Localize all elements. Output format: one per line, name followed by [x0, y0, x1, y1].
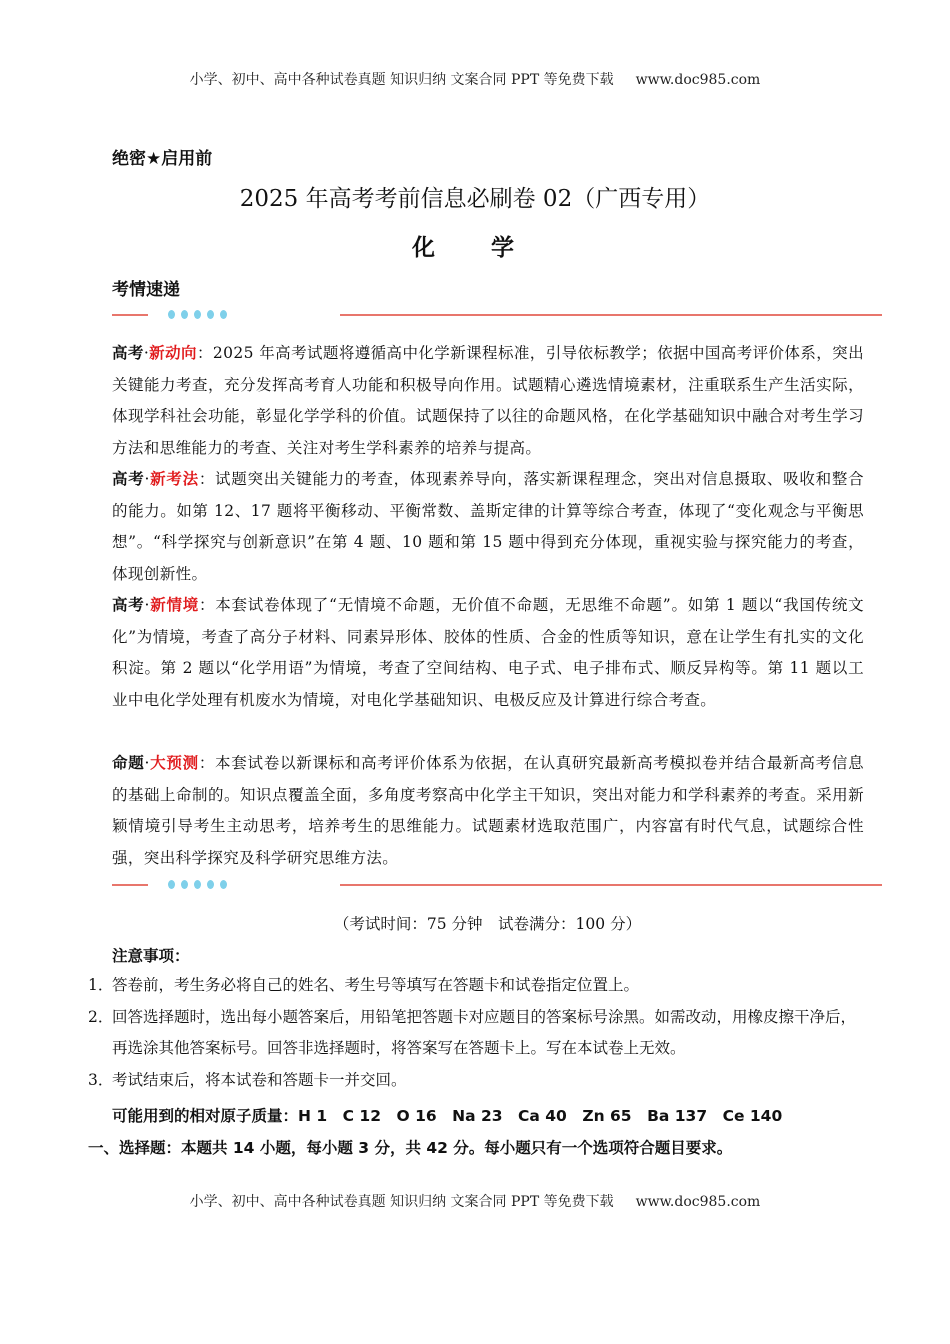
note-item — [88, 970, 868, 1002]
header-text: 小学、初中、高中各种试卷真题 知识归纳 文案合同 PPT 等免费下载 — [189, 72, 614, 88]
para-prefix: 高考 — [112, 344, 144, 362]
para-text: ：2025 年高考试题将遵循高中化学新课程标准，引导依标教学；依据中国高考评价体系，突出关键能力考查，充分发挥高考育人功能和积极导向作用。试题精心遴选情境素材，注重联系生产生活实际，体现学科社会功能，彰显化学学科的价值。试题保持了以往的命题风格，在化学基础知识中融合对考生学习方法和思维能力的考查、关注对考生学科素养的培养与提高。 — [112, 344, 864, 457]
note-item — [88, 1065, 868, 1097]
section-heading: 考情速递 — [112, 280, 180, 300]
footer-text: 小学、初中、高中各种试卷真题 知识归纳 文案合同 PPT 等免费下载 — [189, 1194, 614, 1210]
para-text: ：本套试卷以新课标和高考评价体系为依据，在认真研究最新高考模拟卷并结合最新高考信息的基础上命制的。知识点覆盖全面，多角度考察高中化学主干知识，突出对能力和学科素养的考查。采用新颖情境引导考生主动思考，培养考生的思维能力。试题素材选取范围广，内容富有时代气息，试题综合性强，突出科学探究及科学研究思维方法。 — [112, 754, 864, 867]
para-highlight: 新情境 — [149, 596, 199, 614]
note-number: 3． — [88, 1070, 114, 1089]
note-text: 考试结束后，将本试卷和答题卡一并交回。 — [112, 1070, 407, 1089]
paragraph-new-trend: 高考·新动向：2025 年高考试题将遵循高中化学新课程标准，引导依标教学；依据中国高考评价体系，突出关键能力考查，充分发挥高考育人功能和积极导向作用。试题精心遴选情境素材，注重联系生产生活实际，体现学科社会功能，彰显化学学科的价值。试题保持了以往的命题风格，在化学基础知识中融合对考生学习方法和思维能力的考查、关注对考生学科素养的培养与提高。 — [112, 344, 864, 457]
para-prefix: 高考 — [112, 470, 145, 488]
para-text: ：试题突出关键能力的考查，体现素养导向，落实新课程理念，突出对信息摄取、吸收和整合的能力。如第 12、17 题将平衡移动、平衡常数、盖斯定律的计算等综合考查，体现了“变化观念与平衡思想”。“科学探究与创新意识”在第 4 题、10 题和第 15 题中得到充分体现，重视实验与探究能力的考查，体现创新性。 — [112, 470, 864, 583]
footer-url[interactable]: www.doc985.com — [635, 1194, 761, 1210]
para-text: ：本套试卷体现了“无情境不命题，无价值不命题，无思维不命题”。如第 1 题以“我国传统文化”为情境，考查了高分子材料、同素异形体、胶体的性质、合金的性质等知识，意在让学生有扎实的文化积淀。第 2 题以“化学用语”为情境，考查了空间结构、电子式、电子排布式、顺反异构等。第 11 题以工业中电化学处理有机废水为情境，对电化学基础知识、电极反应及计算进行综合考查。 — [112, 596, 864, 709]
note-number: 2． — [88, 1007, 114, 1026]
page-title: 2025 年高考考前信息必刷卷 02（广西专用） — [239, 186, 711, 212]
para-highlight: 新动向 — [149, 344, 197, 362]
header-url[interactable]: www.doc985.com — [635, 72, 761, 88]
divider-bottom — [112, 878, 882, 892]
divider-top — [112, 308, 882, 322]
notes-list — [88, 970, 868, 1096]
page-header — [0, 69, 950, 89]
para-highlight: 新考法 — [149, 470, 199, 488]
note-text: 回答选择题时，选出每小题答案后，用铅笔把答题卡对应题目的答案标号涂黑。如需改动，用橡皮擦干净后，再选涂其他答案标号。回答非选择题时，将答案写在答题卡上。写在本试卷上无效。 — [112, 1007, 857, 1057]
paragraph-new-method: 高考·新考法：试题突出关键能力的考查，体现素养导向，落实新课程理念，突出对信息摄取、吸收和整合的能力。如第 12、17 题将平衡移动、平衡常数、盖斯定律的计算等综合考查，体现了“变化观念与平衡思想”。“科学探究与创新意识”在第 4 题、10 题和第 15 题中得到充分体现，重视实验与探究能力的考查，体现创新性。 — [112, 470, 864, 583]
subject-title: 化 学 — [411, 234, 538, 261]
paragraph-prediction: 命题·大预测：本套试卷以新课标和高考评价体系为依据，在认真研究最新高考模拟卷并结合最新高考信息的基础上命制的。知识点覆盖全面，多角度考察高中化学主干知识，突出对能力和学科素养的考查。采用新颖情境引导考生主动思考，培养考生的思维能力。试题素材选取范围广，内容富有时代气息，试题综合性强，突出科学探究及科学研究思维方法。 — [112, 754, 864, 867]
section-one-heading: 一、选择题：本题共 14 小题，每小题 3 分，共 42 分。每小题只有一个选项符合题目要求。 — [88, 1139, 733, 1157]
paragraph-new-context: 高考·新情境：本套试卷体现了“无情境不命题，无价值不命题，无思维不命题”。如第 1 题以“我国传统文化”为情境，考查了高分子材料、同素异形体、胶体的性质、合金的性质等知识，意在让学生有扎实的文化积淀。第 2 题以“化学用语”为情境，考查了空间结构、电子式、电子排布式、顺反异构等。第 11 题以工业中电化学处理有机废水为情境，对电化学基础知识、电极反应及计算进行综合考查。 — [112, 596, 864, 709]
notes-heading: 注意事项： — [112, 947, 190, 965]
para-prefix: 命题 — [112, 754, 145, 772]
para-highlight: 大预测 — [149, 754, 199, 772]
secret-label: 绝密★启用前 — [112, 149, 213, 169]
note-number: 1． — [88, 976, 114, 994]
note-text: 答卷前，考生务必将自己的姓名、考生号等填写在答题卡和试卷指定位置上。 — [112, 976, 640, 994]
note-item — [88, 1002, 868, 1065]
page-footer — [0, 1191, 950, 1211]
atomic-masses: 可能用到的相对原子质量：H 1 C 12 O 16 Na 23 Ca 40 Zn 65 Ba 137 Ce 140 — [112, 1107, 783, 1125]
para-prefix: 高考 — [112, 596, 145, 614]
exam-info: （考试时间：75 分钟 试卷满分：100 分） — [333, 915, 642, 933]
